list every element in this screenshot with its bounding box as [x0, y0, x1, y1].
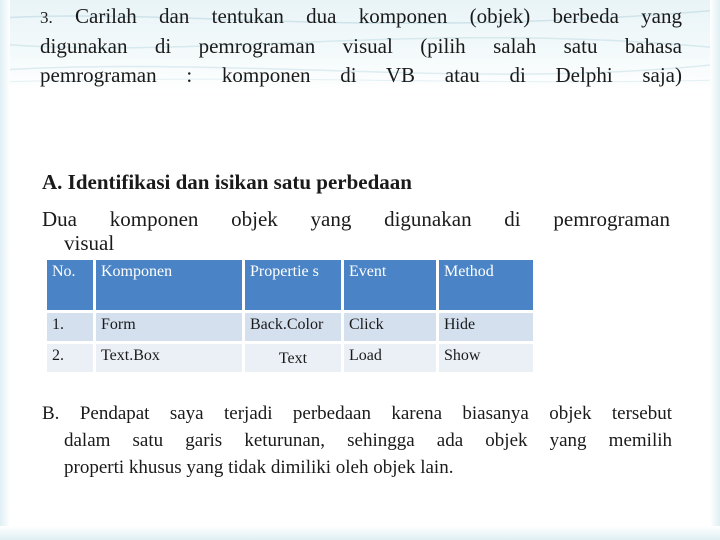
- header-method: Method: [439, 260, 533, 310]
- cell-event: Click: [344, 313, 436, 341]
- cell-properties: [245, 344, 341, 372]
- header-komponen: Komponen: [96, 260, 242, 310]
- table-row: [47, 344, 533, 372]
- left-edge-decoration: [0, 0, 10, 540]
- right-edge-decoration: [710, 0, 720, 540]
- section-a-title: A. Identifikasi dan isikan satu perbedaan: [42, 170, 412, 194]
- table-row: [47, 313, 533, 341]
- cell-no: 2.: [47, 344, 93, 372]
- question-line-2: digunakan di pemrograman visual (pilih salah satu bahasa: [40, 34, 682, 58]
- cell-properties-text: Text: [278, 350, 308, 367]
- question-text: [40, 2, 682, 90]
- table-header-row: [47, 260, 533, 310]
- question-number: 3.: [40, 8, 53, 27]
- question-line-1: [40, 2, 682, 32]
- cell-method: Hide: [439, 313, 533, 341]
- section-b-line-1: B. Pendapat saya terjadi perbedaan karena biasanya objek tersebut: [42, 403, 672, 424]
- cell-event: Load: [344, 344, 436, 372]
- header-no: No.: [47, 260, 93, 310]
- component-table: [44, 257, 536, 375]
- section-b-paragraph: [42, 400, 672, 481]
- bottom-edge-decoration: [0, 526, 720, 540]
- cell-komponen: Form: [96, 313, 242, 341]
- question-line-1-text: Carilah dan tentukan dua komponen (objek) berbeda yang: [75, 4, 683, 28]
- section-a-desc-line-2: visual: [64, 231, 115, 255]
- cell-method: Show: [439, 344, 533, 372]
- cell-no: 1.: [47, 313, 93, 341]
- section-a-desc-line-1: Dua komponen objek yang digunakan di pemrograman: [42, 207, 670, 231]
- cell-komponen: Text.Box: [96, 344, 242, 372]
- section-b-line-2: dalam satu garis keturunan, sehingga ada objek yang memilih: [64, 430, 672, 451]
- section-b-line-3: properti khusus yang tidak dimiliki oleh objek lain.: [64, 457, 454, 478]
- question-line-3: pemrograman : komponen di VB atau di Delphi saja): [40, 63, 682, 87]
- section-a-description: [42, 205, 670, 257]
- cell-properties: Back.Color: [245, 313, 341, 341]
- header-event: Event: [344, 260, 436, 310]
- header-properties: Propertie s: [245, 260, 341, 310]
